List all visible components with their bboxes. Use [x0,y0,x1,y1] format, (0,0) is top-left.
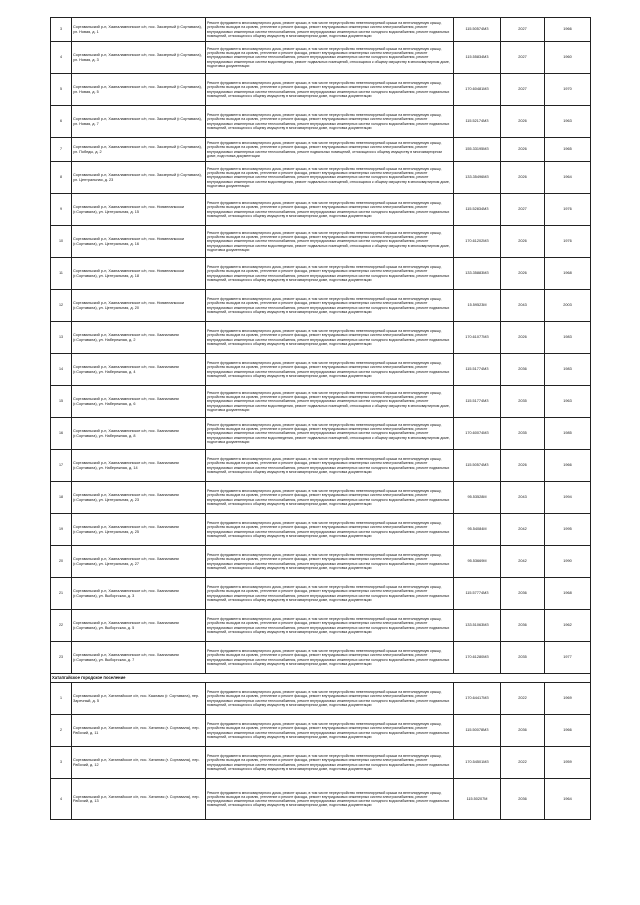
table-row [51,514,591,546]
cadastral-cell: 95.53669М [454,546,501,578]
address-cell: Сортавальский р-н, Хаапалампинское с/п, пос. Хаапалампи (г.Сортавала), ул. Набережная, д. 2 [72,322,206,354]
repair-year-cell: 2027 [501,42,545,74]
cadastral-cell: 115.50574МЗ [454,450,501,482]
table-row [51,546,591,578]
works-description-cell: Ремонт фундамента многоквартирного дома, ремонт крыши, в том числе переустройство невентилируемой крыши на вентилируемую крышу, устройство выходов на кровлю, утепление и ремонт фасада, ремонт внутридомовых инженерных систем электроснабжения, ремонт внутридомовых инженерных систем теплоснабжения, ремонт внутридомовых инженерных систем холодного водоснабжения, ремонт подвальных помещений, относящихся к общему имуществу в многоквартирном доме, подготовка документации [206,106,454,138]
row-number: 21 [51,578,72,610]
build-year-cell: 1966 [545,450,591,482]
build-year-cell: 1964 [545,779,591,820]
table-row [51,715,591,747]
address-cell: Сортавальский р-н, Хаапалампинское с/п, пос. Заозерный (г.Сортавала), ул. Центральная, д. 23 [72,162,206,194]
table-row [51,74,591,106]
repair-year-cell: 2026 [501,226,545,258]
row-number: 18 [51,482,72,514]
works-description-cell: Ремонт фундамента многоквартирного дома, ремонт крыши, в том числе переустройство невентилируемой крыши на вентилируемую крышу, устройство выходов на кровлю, утепление и ремонт фасада, ремонт внутридомовых инженерных систем электроснабжения, ремонт внутридомовых инженерных систем теплоснабжения, ремонт внутридомовых инженерных систем холодного водоснабжения, ремонт подвальных помещений, относящихся к общему имуществу в многоквартирном доме, подготовка документации [206,779,454,820]
address-cell: Сортавальский р-н, Хаапалампинское с/п, пос. Ниэмеланкоски (г.Сортавала), ул. Центральная, д. 15 [72,194,206,226]
works-description-cell: Ремонт фундамента многоквартирного дома, ремонт крыши, в том числе переустройство невентилируемой крыши на вентилируемую крышу, устройство выходов на кровлю, утепление и ремонт фасада, ремонт внутридомовых инженерных систем электроснабжения, ремонт внутридомовых инженерных систем теплоснабжения, ремонт внутридомовых инженерных систем холодного водоснабжения, ремонт внутридомовых инженерных систем водоотведения, ремонт подвальных помещений, относящихся к общему имуществу в многоквартирном доме, подготовка документации [206,226,454,258]
build-year-cell: 1968 [545,578,591,610]
section-title: Хатапгайское городское поселение [51,674,591,683]
address-cell: Сортавальский р-н, Хаапалампинское с/п, пос. Ниэмеланкоски (г.Сортавала), ул. Центральная, д. 18 [72,258,206,290]
row-number: 3 [51,747,72,779]
row-number: 20 [51,546,72,578]
address-cell: Сортавальский р-н, Хаапалампинское с/п, пос. Ниэмеланкоски (г.Сортавала), ул. Центральная, д. 16 [72,226,206,258]
section-header-row [51,674,591,683]
row-number: 23 [51,642,72,674]
address-cell: Сортавальский р-н, Хаапалампинское с/п, пос. Заозерный (г.Сортавала), ул. Новая, д. 3 [72,42,206,74]
cadastral-cell: 170.64417МЗ [454,683,501,715]
repair-year-cell: 2036 [501,715,545,747]
repair-year-cell: 2036 [501,354,545,386]
table-row [51,194,591,226]
row-number: 13 [51,322,72,354]
cadastral-cell: 133.35496МЗ [454,162,501,194]
cadastral-cell: 155.33195МЗ [454,138,501,162]
cadastral-cell: 170.61077МЗ [454,322,501,354]
address-cell: Сортавальский р-н, Хаапалампинское с/п, пос. Хаапалампи (г.Сортавала), ул. Центральная, д. 23 [72,482,206,514]
build-year-cell: 1962 [545,610,591,642]
table-row [51,42,591,74]
row-number: 12 [51,290,72,322]
works-description-cell: Ремонт фундамента многоквартирного дома, ремонт крыши, в том числе переустройство невентилируемой крыши на вентилируемую крышу, устройство выходов на кровлю, утепление и ремонт фасада, ремонт внутридомовых инженерных систем электроснабжения, ремонт внутридомовых инженерных систем теплоснабжения, ремонт внутридомовых инженерных систем холодного водоснабжения, ремонт подвальных помещений, относящихся к общему имуществу в многоквартирном доме, подготовка документации [206,610,454,642]
build-year-cell: 1964 [545,162,591,194]
repair-year-cell: 2022 [501,683,545,715]
works-description-cell: Ремонт фундамента многоквартирного дома, ремонт крыши, в том числе переустройство невентилируемой крыши на вентилируемую крышу, устройство выходов на кровлю, утепление и ремонт фасада, ремонт внутридомовых инженерных систем электроснабжения, ремонт внутридомовых инженерных систем теплоснабжения, ремонт внутридомовых инженерных систем холодного водоснабжения, ремонт подвальных помещений, относящихся к общему имуществу в многоквартирном доме, подготовка документации [206,18,454,42]
row-number: 7 [51,138,72,162]
address-cell: Сортавальский р-н, Хаапалампинское с/п, пос. Хаапалампи (г.Сортавала), ул. Набережная, д. 6 [72,386,206,418]
cadastral-cell: 115.57774МЗ [454,578,501,610]
row-number: 10 [51,226,72,258]
repair-year-cell: 2036 [501,610,545,642]
works-description-cell: Ремонт фундамента многоквартирного дома, ремонт крыши, в том числе переустройство невентилируемой крыши на вентилируемую крышу, устройство выходов на кровлю, утепление и ремонт фасада, ремонт внутридомовых инженерных систем электроснабжения, ремонт внутридомовых инженерных систем теплоснабжения, ремонт внутридомовых инженерных систем холодного водоснабжения, ремонт подвальных помещений, относящихся к общему имуществу в многоквартирном доме, подготовка документации [206,354,454,386]
repair-year-cell: 2043 [501,482,545,514]
cadastral-cell: 115.52174МЗ [454,106,501,138]
works-description-cell: Ремонт фундамента многоквартирного дома, ремонт крыши, в том числе переустройство невентилируемой крыши на вентилируемую крышу, устройство выходов на кровлю, утепление и ремонт фасада, ремонт внутридомовых инженерных систем электроснабжения, ремонт внутридомовых инженерных систем теплоснабжения, ремонт внутридомовых инженерных систем холодного водоснабжения, ремонт внутридомовых инженерных систем водоотведения, ремонт подвальных помещений, относящихся к общему имуществу в многоквартирном доме, подготовка документации [206,162,454,194]
build-year-cell: 1995 [545,514,591,546]
address-cell: Сортавальский р-н, Хаапалампинское с/п, пос. Хаапалампи (г.Сортавала), ул. Выборгская, д. 7 [72,642,206,674]
row-number: 11 [51,258,72,290]
address-cell: Сортавальский р-н, Хатапгайское с/п, пос. Хатапгая (г. Сортавала), пер. Рабочий, д. 13 [72,779,206,820]
works-description-cell: Ремонт фундамента многоквартирного дома, ремонт крыши, в том числе переустройство невентилируемой крыши на вентилируемую крышу, устройство выходов на кровлю, утепление и ремонт фасада, ремонт внутридомовых инженерных систем электроснабжения, ремонт внутридомовых инженерных систем теплоснабжения, ремонт внутридомовых инженерных систем холодного водоснабжения, ремонт подвальных помещений, относящихся к общему имуществу в многоквартирном доме, подготовка документации [206,482,454,514]
address-cell: Сортавальский р-н, Хаапалампинское с/п, пос. Ниэмеланкоски (г.Сортавала), ул. Центральная, д. 20 [72,290,206,322]
table-row [51,747,591,779]
table-row [51,386,591,418]
repair-year-cell: 2022 [501,747,545,779]
cadastral-cell: 115.51774МЗ [454,386,501,418]
cadastral-cell: 170.61202МЗ [454,226,501,258]
works-description-cell: Ремонт фундамента многоквартирного дома, ремонт крыши, в том числе переустройство невентилируемой крыши на вентилируемую крышу, устройство выходов на кровлю, утепление и ремонт фасада, ремонт внутридомовых инженерных систем электроснабжения, ремонт внутридомовых инженерных систем теплоснабжения, ремонт внутридомовых инженерных систем холодного водоснабжения, ремонт подвальных помещений, относящихся к общему имуществу в многоквартирном доме, подготовка документации [206,258,454,290]
address-cell: Сортавальский р-н, Хатапгайское с/п, пос. Хатапгая (г. Сортавала), пер. Рабочий, д. 12 [72,747,206,779]
table-row [51,578,591,610]
build-year-cell: 1983 [545,322,591,354]
works-description-cell: Ремонт фундамента многоквартирного дома, ремонт крыши, в том числе переустройство невентилируемой крыши на вентилируемую крышу, устройство выходов на кровлю, утепление и ремонт фасада, ремонт внутридомовых инженерных систем электроснабжения, ремонт внутридомовых инженерных систем теплоснабжения, ремонт внутридомовых инженерных систем холодного водоснабжения, ремонт подвальных помещений, относящихся к общему имуществу в многоквартирном доме, подготовка документации [206,322,454,354]
build-year-cell: 1976 [545,226,591,258]
works-description-cell: Ремонт фундамента многоквартирного дома, ремонт крыши, в том числе переустройство невентилируемой крыши на вентилируемую крышу, устройство выходов на кровлю, утепление и ремонт фасада, ремонт внутридомовых инженерных систем электроснабжения, ремонт внутридомовых инженерных систем теплоснабжения, ремонт внутридомовых инженерных систем холодного водоснабжения, ремонт подвальных помещений, относящихся к общему имуществу в многоквартирном доме, подготовка документации [206,546,454,578]
repair-year-cell: 2035 [501,642,545,674]
row-number: 15 [51,386,72,418]
address-cell: Сортавальский р-н, Хаапалампинское с/п, пос. Заозерный (г.Сортавала), ул. Новая, д. 7 [72,106,206,138]
cadastral-cell: 115.50207М [454,779,501,820]
address-cell: Сортавальский р-н, Хатапгайское с/п, пос. Кааламо (г. Сортавала), пер. Заречный, д. 5 [72,683,206,715]
address-cell: Сортавальский р-н, Хатапгайское с/п, пос. Хатапгая (г. Сортавала), пер. Рабочий, д. 11 [72,715,206,747]
address-cell: Сортавальский р-н, Хаапалампинское с/п, пос. Заозерный (г.Сортавала), ул. Победы, д. 2 [72,138,206,162]
build-year-cell: 1985 [545,418,591,450]
row-number: 4 [51,42,72,74]
build-year-cell: 1965 [545,138,591,162]
build-year-cell: 1968 [545,258,591,290]
repair-year-cell: 2043 [501,290,545,322]
table-row [51,106,591,138]
build-year-cell: 1994 [545,482,591,514]
table-row [51,290,591,322]
address-cell: Сортавальский р-н, Хаапалампинское с/п, пос. Хаапалампи (г.Сортавала), ул. Выборгская, д. 5 [72,610,206,642]
cadastral-cell: 170.54501МЗ [454,747,501,779]
cadastral-cell: 170.60481МЗ [454,74,501,106]
address-cell: Сортавальский р-н, Хаапалампинское с/п, пос. Хаапалампи (г.Сортавала), ул. Набережная, д. 14 [72,450,206,482]
cadastral-cell: 95.54084М [454,514,501,546]
works-description-cell: Ремонт фундамента многоквартирного дома, ремонт крыши, в том числе переустройство невентилируемой крыши на вентилируемую крышу, устройство выходов на кровлю, утепление и ремонт фасада, ремонт внутридомовых инженерных систем электроснабжения, ремонт внутридомовых инженерных систем теплоснабжения, ремонт внутридомовых инженерных систем холодного водоснабжения, ремонт внутридомовых инженерных систем водоотведения, ремонт подвальных помещений, относящихся к общему имуществу в многоквартирном доме, подготовка документации [206,418,454,450]
build-year-cell: 1960 [545,42,591,74]
table-row [51,18,591,42]
repair-year-cell: 2027 [501,194,545,226]
cadastral-cell: 115.50574МЗ [454,18,501,42]
build-year-cell: 1959 [545,747,591,779]
cadastral-cell: 133.51063МЗ [454,610,501,642]
table-row [51,642,591,674]
row-number: 5 [51,74,72,106]
table-row [51,138,591,162]
address-cell: Сортавальский р-н, Хаапалампинское с/п, пос. Хаапалампи (г.Сортавала), ул. Набережная, д. 4 [72,354,206,386]
table-row [51,482,591,514]
row-number: 22 [51,610,72,642]
repair-year-cell: 2042 [501,546,545,578]
build-year-cell: 1970 [545,74,591,106]
repair-year-cell: 2035 [501,418,545,450]
repair-year-cell: 2026 [501,258,545,290]
table-row [51,226,591,258]
build-year-cell: 1963 [545,106,591,138]
table-row [51,683,591,715]
cadastral-cell: 170.61280МЗ [454,642,501,674]
repair-year-cell: 2026 [501,162,545,194]
cadastral-cell: 115.51774МЗ [454,354,501,386]
works-description-cell: Ремонт фундамента многоквартирного дома, ремонт крыши, в том числе переустройство невентилируемой крыши на вентилируемую крышу, устройство выходов на кровлю, утепление и ремонт фасада, ремонт внутридомовых инженерных систем электроснабжения, ремонт внутридомовых инженерных систем теплоснабжения, ремонт внутридомовых инженерных систем холодного водоснабжения, ремонт подвальных помещений, относящихся к общему имуществу в многоквартирном доме, подготовка документации [206,747,454,779]
table-row [51,258,591,290]
build-year-cell: 1990 [545,546,591,578]
table-row [51,418,591,450]
row-number: 16 [51,418,72,450]
works-description-cell: Ремонт фундамента многоквартирного дома, ремонт крыши, в том числе переустройство невентилируемой крыши на вентилируемую крышу, устройство выходов на кровлю, утепление и ремонт фасада, ремонт внутридомовых инженерных систем электроснабжения, ремонт внутридомовых инженерных систем теплоснабжения, ремонт внутридомовых инженерных систем холодного водоснабжения, ремонт подвальных помещений, относящихся к общему имуществу в многоквартирном доме, подготовка документации [206,683,454,715]
cadastral-cell: 115.50078МЗ [454,715,501,747]
repair-year-cell: 2026 [501,106,545,138]
works-description-cell: Ремонт фундамента многоквартирного дома, ремонт крыши, в том числе переустройство невентилируемой крыши на вентилируемую крышу, устройство выходов на кровлю, утепление и ремонт фасада, ремонт внутридомовых инженерных систем электроснабжения, ремонт внутридомовых инженерных систем теплоснабжения, ремонт внутридомовых инженерных систем холодного водоснабжения, ремонт подвальных помещений, относящихся к общему имуществу в многоквартирном доме, подготовка документации [206,74,454,106]
document-page [50,17,590,820]
table-row [51,779,591,820]
works-description-cell: Ремонт фундамента многоквартирного дома, ремонт крыши, в том числе переустройство невентилируемой крыши на вентилируемую крышу, устройство выходов на кровлю, утепление и ремонт фасада, ремонт внутридомовых инженерных систем электроснабжения, ремонт внутридомовых инженерных систем теплоснабжения, ремонт внутридомовых инженерных систем холодного водоснабжения, ремонт внутридомовых инженерных систем водоотведения, ремонт подвальных помещений, относящихся к общему имуществу в многоквартирном доме, подготовка документации [206,386,454,418]
works-description-cell: Ремонт фундамента многоквартирного дома, ремонт крыши, в том числе переустройство невентилируемой крыши на вентилируемую крышу, устройство выходов на кровлю, утепление и ремонт фасада, ремонт внутридомовых инженерных систем электроснабжения, ремонт внутридомовых инженерных систем теплоснабжения, ремонт внутридомовых инженерных систем холодного водоснабжения, ремонт подвальных помещений, относящихся к общему имуществу в многоквартирном доме, подготовка документации [206,578,454,610]
repair-year-cell: 2036 [501,779,545,820]
table-row [51,610,591,642]
works-description-cell: Ремонт фундамента многоквартирного дома, ремонт крыши, в том числе переустройство невентилируемой крыши на вентилируемую крышу, устройство выходов на кровлю, утепление и ремонт фасада, ремонт внутридомовых инженерных систем электроснабжения, ремонт внутридомовых инженерных систем теплоснабжения, ремонт внутридомовых инженерных систем холодного водоснабжения, ремонт подвальных помещений, относящихся к общему имуществу в многоквартирном доме, подготовка документации [206,514,454,546]
works-description-cell: Ремонт фундамента многоквартирного дома, ремонт крыши, в том числе переустройство невентилируемой крыши на вентилируемую крышу, устройство выходов на кровлю, утепление и ремонт фасада, ремонт внутридомовых инженерных систем электроснабжения, ремонт внутридомовых инженерных систем теплоснабжения, ремонт внутридомовых инженерных систем холодного водоснабжения, ремонт подвальных помещений, относящихся к общему имуществу в многоквартирном доме, подготовка документации [206,450,454,482]
cadastral-cell: 95.53528М [454,482,501,514]
repair-year-cell: 2026 [501,138,545,162]
repair-year-cell: 2027 [501,18,545,42]
repair-year-cell: 2027 [501,74,545,106]
row-number: 1 [51,683,72,715]
table-row [51,162,591,194]
build-year-cell: 1969 [545,683,591,715]
build-year-cell: 1977 [545,642,591,674]
cadastral-cell: 15.59523М [454,290,501,322]
build-year-cell: 1963 [545,386,591,418]
works-description-cell: Ремонт фундамента многоквартирного дома, ремонт крыши, в том числе переустройство невентилируемой крыши на вентилируемую крышу, устройство выходов на кровлю, утепление и ремонт фасада, ремонт внутридомовых инженерных систем электроснабжения, ремонт внутридомовых инженерных систем теплоснабжения, ремонт внутридомовых инженерных систем холодного водоснабжения, ремонт подвальных помещений, относящихся к общему имуществу в многоквартирном доме, подготовка документации [206,642,454,674]
cadastral-cell: 133.35883МЗ [454,258,501,290]
address-cell: Сортавальский р-н, Хаапалампинское с/п, пос. Хаапалампи (г.Сортавала), ул. Набережная, д. 8 [72,418,206,450]
repair-year-cell: 2042 [501,514,545,546]
row-number: 3 [51,18,72,42]
cadastral-cell: 170.60074МЗ [454,418,501,450]
row-number: 9 [51,194,72,226]
works-description-cell: Ремонт фундамента многоквартирного дома, ремонт крыши, в том числе переустройство невентилируемой крыши на вентилируемую крышу, устройство выходов на кровлю, утепление и ремонт фасада, ремонт внутридомовых инженерных систем электроснабжения, ремонт внутридомовых инженерных систем теплоснабжения, ремонт внутридомовых инженерных систем холодного водоснабжения, ремонт внутридомовых инженерных систем водоотведения, ремонт подвальных помещений, относящихся к общему имуществу в многоквартирном доме, подготовка документации [206,42,454,74]
build-year-cell: 1966 [545,715,591,747]
table-row [51,354,591,386]
cadastral-cell: 115.52834МЗ [454,194,501,226]
address-cell: Сортавальский р-н, Хаапалампинское с/п, пос. Хаапалампи (г.Сортавала), ул. Выборгская, д. 3 [72,578,206,610]
address-cell: Сортавальский р-н, Хаапалампинское с/п, пос. Заозерный (г.Сортавала), ул. Новая, д. 1 [72,18,206,42]
table-row [51,322,591,354]
row-number: 19 [51,514,72,546]
build-year-cell: 1983 [545,354,591,386]
works-description-cell: Ремонт фундамента многоквартирного дома, ремонт крыши, в том числе переустройство невентилируемой крыши на вентилируемую крышу, устройство выходов на кровлю, утепление и ремонт фасада, ремонт внутридомовых инженерных систем электроснабжения, ремонт внутридомовых инженерных систем теплоснабжения, ремонт внутридомовых инженерных систем холодного водоснабжения, ремонт подвальных помещений, относящихся к общему имуществу в многоквартирном доме, подготовка документации [206,715,454,747]
repair-year-cell: 2036 [501,578,545,610]
address-cell: Сортавальский р-н, Хаапалампинское с/п, пос. Хаапалампи (г.Сортавала), ул. Центральная, д. 27 [72,546,206,578]
row-number: 2 [51,715,72,747]
table-row [51,450,591,482]
address-cell: Сортавальский р-н, Хаапалампинское с/п, пос. Хаапалампи (г.Сортавала), ул. Центральная, д. 25 [72,514,206,546]
works-description-cell: Ремонт фундамента многоквартирного дома, ремонт крыши, в том числе переустройство невентилируемой крыши на вентилируемую крышу, устройство выходов на кровлю, утепление и ремонт фасада, ремонт внутридомовых инженерных систем электроснабжения, ремонт внутридомовых инженерных систем теплоснабжения, ремонт внутридомовых инженерных систем холодного водоснабжения, ремонт подвальных помещений, относящихся к общему имуществу в многоквартирном доме, подготовка документации [206,290,454,322]
row-number: 17 [51,450,72,482]
repair-year-cell: 2035 [501,386,545,418]
row-number: 6 [51,106,72,138]
repair-year-cell: 2026 [501,322,545,354]
works-description-cell: Ремонт фундамента многоквартирного дома, ремонт крыши, в том числе переустройство невентилируемой крыши на вентилируемую крышу, устройство выходов на кровлю, утепление и ремонт фасада, ремонт внутридомовых инженерных систем электроснабжения, ремонт внутридомовых инженерных систем теплоснабжения, ремонт подвальных помещений, относящихся к общему имуществу в многоквартирном доме, подготовка документации [206,138,454,162]
works-description-cell: Ремонт фундамента многоквартирного дома, ремонт крыши, в том числе переустройство невентилируемой крыши на вентилируемую крышу, устройство выходов на кровлю, утепление и ремонт фасада, ремонт внутридомовых инженерных систем электроснабжения, ремонт внутридомовых инженерных систем теплоснабжения, ремонт внутридомовых инженерных систем холодного водоснабжения, ремонт подвальных помещений, относящихся к общему имуществу в многоквартирном доме, подготовка документации [206,194,454,226]
row-number: 8 [51,162,72,194]
row-number: 14 [51,354,72,386]
cadastral-cell: 115.55834М3 [454,42,501,74]
row-number: 4 [51,779,72,820]
build-year-cell: 1976 [545,194,591,226]
build-year-cell: 2003 [545,290,591,322]
address-cell: Сортавальский р-н, Хаапалампинское с/п, пос. Заозерный (г.Сортавала), ул. Новая, д. 5 [72,74,206,106]
capital-repair-table [50,17,591,820]
build-year-cell: 1966 [545,18,591,42]
repair-year-cell: 2026 [501,450,545,482]
